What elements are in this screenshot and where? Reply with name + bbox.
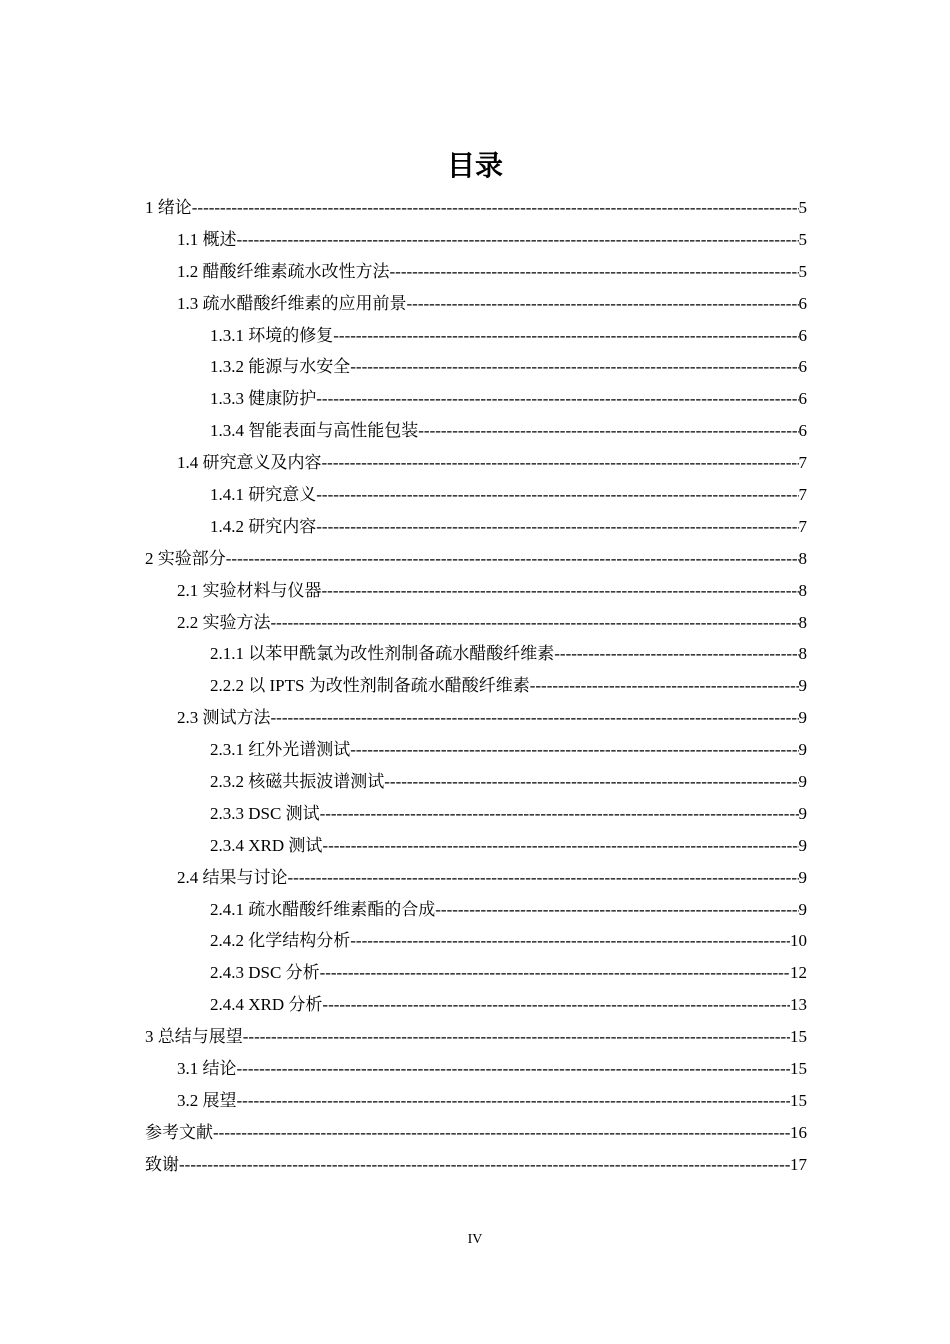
toc-dot-leader <box>407 288 799 320</box>
toc-entry-label: 2.3.4 XRD 测试 <box>210 835 323 855</box>
toc-dot-leader <box>237 1053 791 1085</box>
toc-entry-label: 1.4.2 研究内容 <box>210 516 317 536</box>
toc-entry[interactable] <box>145 894 807 926</box>
toc-dot-leader <box>418 415 798 447</box>
toc-entry[interactable] <box>145 766 807 798</box>
toc-entry[interactable] <box>145 1117 807 1149</box>
toc-entry-label: 3 总结与展望 <box>145 1027 243 1047</box>
toc-entry-page: 15 <box>790 1090 807 1110</box>
toc-entry[interactable] <box>145 1053 807 1085</box>
toc-entry-label: 2.4 结果与讨论 <box>177 867 288 887</box>
toc-entry[interactable] <box>145 447 807 479</box>
table-of-contents <box>145 192 807 1181</box>
toc-entry-label: 1.4 研究意义及内容 <box>177 453 322 473</box>
toc-dot-leader <box>435 894 798 926</box>
toc-entry-label: 2.4.3 DSC 分析 <box>210 963 320 983</box>
toc-entry-page: 6 <box>798 389 807 409</box>
toc-entry-label: 2.3.1 红外光谱测试 <box>210 740 351 760</box>
toc-entry-page: 13 <box>790 995 807 1015</box>
toc-entry-label: 1.3.3 健康防护 <box>210 389 317 409</box>
toc-entry[interactable] <box>145 638 807 670</box>
toc-dot-leader <box>322 575 799 607</box>
toc-entry[interactable] <box>145 383 807 415</box>
toc-entry-page: 5 <box>798 229 807 249</box>
toc-dot-leader <box>243 1021 790 1053</box>
toc-dot-leader <box>179 1149 790 1181</box>
toc-entry[interactable] <box>145 925 807 957</box>
toc-entry-page: 7 <box>798 453 807 473</box>
toc-entry-label: 1.1 概述 <box>177 229 237 249</box>
toc-entry-page: 6 <box>798 325 807 345</box>
toc-entry-page: 5 <box>798 198 807 217</box>
toc-entry[interactable] <box>145 575 807 607</box>
toc-entry-page: 9 <box>798 899 807 919</box>
toc-entry-page: 8 <box>798 612 807 632</box>
toc-entry[interactable] <box>145 830 807 862</box>
toc-dot-leader <box>226 543 799 575</box>
toc-entry[interactable] <box>145 702 807 734</box>
toc-entry-label: 3.2 展望 <box>177 1090 237 1110</box>
toc-entry[interactable] <box>145 351 807 383</box>
toc-dot-leader <box>390 256 799 288</box>
toc-entry[interactable] <box>145 479 807 511</box>
toc-entry[interactable] <box>145 607 807 639</box>
toc-entry[interactable] <box>145 1021 807 1053</box>
toc-entry-page: 8 <box>798 548 807 568</box>
toc-entry-label: 致谢 <box>145 1154 179 1174</box>
toc-dot-leader <box>322 447 799 479</box>
toc-entry-label: 1.3.2 能源与水安全 <box>210 357 351 377</box>
toc-entry[interactable] <box>145 192 807 224</box>
toc-entry-page: 15 <box>790 1059 807 1079</box>
toc-dot-leader <box>213 1117 790 1149</box>
toc-entry-label: 2.3 测试方法 <box>177 708 271 728</box>
toc-dot-leader <box>350 351 798 383</box>
toc-entry-page: 15 <box>790 1027 807 1047</box>
toc-entry-page: 6 <box>798 421 807 441</box>
toc-entry[interactable] <box>145 224 807 256</box>
toc-dot-leader <box>271 702 799 734</box>
toc-dot-leader <box>530 670 799 702</box>
toc-entry[interactable] <box>145 543 807 575</box>
toc-entry[interactable] <box>145 256 807 288</box>
toc-entry[interactable] <box>145 1149 807 1181</box>
toc-entry[interactable] <box>145 734 807 766</box>
toc-entry-label: 2.2.2 以 IPTS 为改性剂制备疏水醋酸纤维素 <box>210 676 530 696</box>
toc-entry[interactable] <box>145 1085 807 1117</box>
toc-dot-leader <box>320 798 799 830</box>
toc-dot-leader <box>316 479 798 511</box>
toc-entry-page: 7 <box>798 485 807 505</box>
toc-entry[interactable] <box>145 989 807 1021</box>
toc-entry-label: 1.3.4 智能表面与高性能包装 <box>210 421 419 441</box>
toc-entry-label: 2.3.3 DSC 测试 <box>210 803 320 823</box>
toc-entry-label: 2.1 实验材料与仪器 <box>177 580 322 600</box>
toc-dot-leader <box>237 1085 791 1117</box>
toc-entry-label: 1.4.1 研究意义 <box>210 485 317 505</box>
toc-entry-label: 参考文献 <box>145 1122 213 1142</box>
page-number: IV <box>467 1232 483 1247</box>
toc-entry-label: 2.3.2 核磁共振波谱测试 <box>210 772 385 792</box>
toc-entry-label: 1.3.1 环境的修复 <box>210 325 334 345</box>
toc-dot-leader <box>288 862 799 894</box>
toc-dot-leader <box>271 607 799 639</box>
toc-entry-page: 5 <box>798 261 807 281</box>
page-title: 目录 <box>446 149 503 182</box>
toc-entry-page: 10 <box>790 931 807 951</box>
toc-entry-label: 2.4.2 化学结构分析 <box>210 931 351 951</box>
toc-entry-page: 9 <box>798 867 807 887</box>
toc-entry[interactable] <box>145 288 807 320</box>
toc-dot-leader <box>322 989 790 1021</box>
toc-entry-page: 9 <box>798 835 807 855</box>
toc-entry-label: 2.1.1 以苯甲酰氯为改性剂制备疏水醋酸纤维素 <box>210 644 555 664</box>
toc-entry-label: 2.2 实验方法 <box>177 612 271 632</box>
toc-entry-label: 1.2 醋酸纤维素疏水改性方法 <box>177 261 390 281</box>
toc-entry-page: 17 <box>790 1154 807 1174</box>
toc-entry-page: 16 <box>790 1122 807 1142</box>
toc-entry-page: 9 <box>798 740 807 760</box>
toc-dot-leader <box>350 734 798 766</box>
toc-entry[interactable] <box>145 415 807 447</box>
toc-dot-leader <box>384 766 798 798</box>
toc-entry[interactable] <box>145 957 807 989</box>
toc-dot-leader <box>316 511 798 543</box>
toc-entry-page: 6 <box>798 293 807 313</box>
toc-entry-page: 6 <box>798 357 807 377</box>
toc-dot-leader <box>554 638 798 670</box>
toc-dot-leader <box>316 383 798 415</box>
toc-entry-label: 2 实验部分 <box>145 548 226 568</box>
toc-dot-leader <box>237 224 799 256</box>
toc-entry[interactable] <box>145 511 807 543</box>
toc-dot-leader <box>333 320 798 352</box>
toc-entry[interactable] <box>145 862 807 894</box>
toc-entry-label: 2.4.4 XRD 分析 <box>210 995 323 1015</box>
toc-entry[interactable] <box>145 320 807 352</box>
toc-entry-label: 2.4.1 疏水醋酸纤维素酯的合成 <box>210 899 436 919</box>
toc-entry[interactable] <box>145 670 807 702</box>
toc-dot-leader <box>322 830 798 862</box>
toc-entry-page: 12 <box>790 963 807 983</box>
toc-dot-leader <box>350 925 790 957</box>
toc-entry[interactable] <box>145 798 807 830</box>
toc-entry-label: 1 绪论 <box>145 198 192 217</box>
toc-entry-page: 8 <box>798 644 807 664</box>
toc-entry-label: 1.3 疏水醋酸纤维素的应用前景 <box>177 293 407 313</box>
toc-entry-page: 9 <box>798 803 807 823</box>
toc-entry-page: 9 <box>798 676 807 696</box>
toc-entry-label: 3.1 结论 <box>177 1059 237 1079</box>
toc-dot-leader <box>192 192 799 224</box>
toc-entry-page: 9 <box>798 708 807 728</box>
toc-entry-page: 9 <box>798 772 807 792</box>
toc-dot-leader <box>320 957 790 989</box>
toc-entry-page: 7 <box>798 516 807 536</box>
toc-entry-page: 8 <box>798 580 807 600</box>
